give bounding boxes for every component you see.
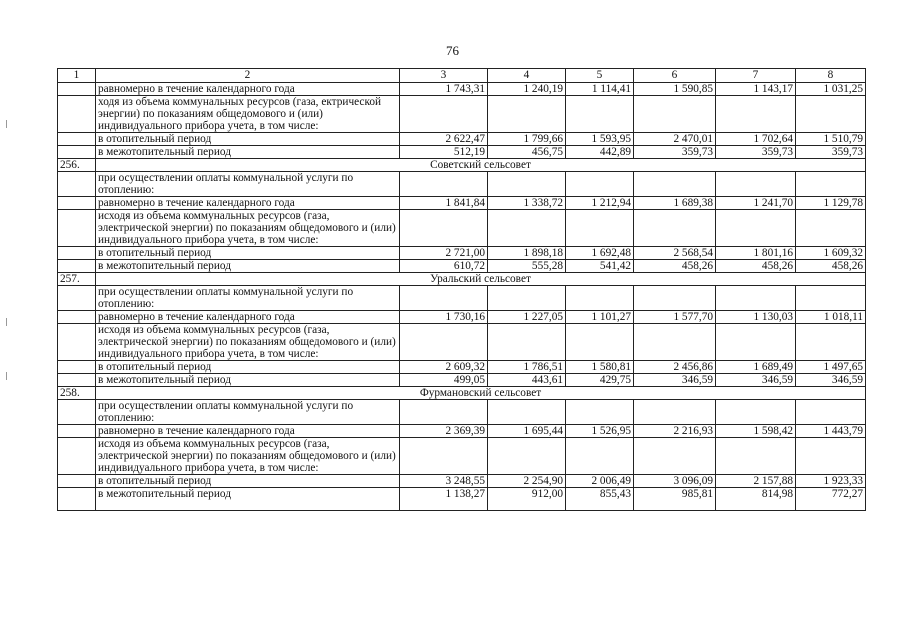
value-cell — [400, 96, 488, 133]
table-row — [58, 488, 866, 511]
table-row — [58, 311, 866, 324]
value-cell: 1 240,19 — [488, 83, 566, 96]
value-cell: 1 609,32 — [796, 247, 866, 260]
value-cell — [488, 400, 566, 425]
value-cell: 2 456,86 — [634, 361, 716, 374]
value-cell: 2 721,00 — [400, 247, 488, 260]
value-cell: 855,43 — [566, 488, 634, 511]
value-cell: 346,59 — [796, 374, 866, 387]
value-cell: 1 786,51 — [488, 361, 566, 374]
value-cell: 2 470,01 — [634, 133, 716, 146]
row-number-cell — [58, 197, 96, 210]
value-cell: 772,27 — [796, 488, 866, 511]
value-cell — [566, 400, 634, 425]
table-row — [58, 475, 866, 488]
row-number-cell — [58, 400, 96, 425]
value-cell: 1 018,11 — [796, 311, 866, 324]
value-cell — [566, 210, 634, 247]
scan-mark — [6, 372, 7, 380]
row-number-cell — [58, 311, 96, 324]
column-header: 6 — [634, 69, 716, 83]
value-cell: 1 338,72 — [488, 197, 566, 210]
value-cell — [796, 438, 866, 475]
row-number-cell — [58, 133, 96, 146]
text-row — [58, 172, 866, 197]
value-cell: 1 497,65 — [796, 361, 866, 374]
value-cell: 1 526,95 — [566, 425, 634, 438]
value-cell — [488, 96, 566, 133]
row-description: при осуществлении оплаты коммунальной услуги по отоплению: — [96, 286, 400, 311]
section-title: Уральский сельсовет — [96, 273, 866, 286]
value-cell: 1 510,79 — [796, 133, 866, 146]
value-cell: 1 227,05 — [488, 311, 566, 324]
row-number-cell — [58, 260, 96, 273]
table-row — [58, 83, 866, 96]
row-number-cell — [58, 361, 96, 374]
value-cell: 1 031,25 — [796, 83, 866, 96]
value-cell: 458,26 — [796, 260, 866, 273]
value-cell: 443,61 — [488, 374, 566, 387]
value-cell: 1 241,70 — [716, 197, 796, 210]
section-row — [58, 273, 866, 286]
text-row — [58, 400, 866, 425]
value-cell — [796, 324, 866, 361]
page-number: 76 — [446, 43, 459, 58]
value-cell — [796, 210, 866, 247]
row-description: ходя из объема коммунальных ресурсов (газа, ектрической энергии) по показаниям общедомового и (или) индивидуального прибора учета, в том числе: — [96, 96, 400, 133]
value-cell — [488, 286, 566, 311]
value-cell: 429,75 — [566, 374, 634, 387]
row-description: исходя из объема коммунальных ресурсов (газа, электрической энергии) по показаниям общедомового и (или) индивидуального прибора учета, в том числе: — [96, 210, 400, 247]
value-cell — [634, 400, 716, 425]
column-header: 4 — [488, 69, 566, 83]
value-cell: 1 923,33 — [796, 475, 866, 488]
row-description: в межотопительный период — [96, 488, 400, 511]
value-cell — [796, 400, 866, 425]
value-cell — [488, 438, 566, 475]
value-cell — [488, 210, 566, 247]
text-row — [58, 96, 866, 133]
row-description: при осуществлении оплаты коммунальной услуги по отоплению: — [96, 400, 400, 425]
value-cell — [716, 400, 796, 425]
text-row — [58, 438, 866, 475]
row-number-cell — [58, 83, 96, 96]
row-number-cell — [58, 475, 96, 488]
value-cell — [716, 96, 796, 133]
value-cell: 1 689,38 — [634, 197, 716, 210]
value-cell — [716, 324, 796, 361]
value-cell: 1 743,31 — [400, 83, 488, 96]
row-description: в межотопительный период — [96, 146, 400, 159]
row-number-cell — [58, 324, 96, 361]
value-cell: 2 254,90 — [488, 475, 566, 488]
value-cell — [716, 172, 796, 197]
row-description: в отопительный период — [96, 361, 400, 374]
tariff-table — [57, 68, 866, 511]
value-cell — [400, 286, 488, 311]
table-row — [58, 425, 866, 438]
value-cell: 610,72 — [400, 260, 488, 273]
value-cell: 1 898,18 — [488, 247, 566, 260]
value-cell: 814,98 — [716, 488, 796, 511]
value-cell: 359,73 — [796, 146, 866, 159]
row-description: исходя из объема коммунальных ресурсов (газа, электрической энергии) по показаниям общедомового и (или) индивидуального прибора учета, в том числе: — [96, 324, 400, 361]
value-cell — [400, 210, 488, 247]
value-cell — [716, 438, 796, 475]
value-cell: 2 006,49 — [566, 475, 634, 488]
value-cell: 1 443,79 — [796, 425, 866, 438]
value-cell: 2 216,93 — [634, 425, 716, 438]
table-row — [58, 361, 866, 374]
value-cell: 3 096,09 — [634, 475, 716, 488]
row-number-cell — [58, 286, 96, 311]
row-number-cell — [58, 210, 96, 247]
section-number: 258. — [58, 387, 96, 400]
value-cell: 1 212,94 — [566, 197, 634, 210]
value-cell — [400, 438, 488, 475]
value-cell — [566, 286, 634, 311]
row-description: равномерно в течение календарного года — [96, 197, 400, 210]
section-number: 256. — [58, 159, 96, 172]
row-description: в отопительный период — [96, 133, 400, 146]
column-header: 8 — [796, 69, 866, 83]
value-cell — [634, 324, 716, 361]
row-description: равномерно в течение календарного года — [96, 425, 400, 438]
table-row — [58, 197, 866, 210]
value-cell: 456,75 — [488, 146, 566, 159]
value-cell: 2 622,47 — [400, 133, 488, 146]
value-cell: 442,89 — [566, 146, 634, 159]
row-description: равномерно в течение календарного года — [96, 83, 400, 96]
table-row — [58, 260, 866, 273]
scan-mark — [6, 318, 7, 326]
value-cell — [488, 172, 566, 197]
section-row — [58, 387, 866, 400]
value-cell: 1 114,41 — [566, 83, 634, 96]
row-number-cell — [58, 247, 96, 260]
value-cell: 512,19 — [400, 146, 488, 159]
value-cell: 2 369,39 — [400, 425, 488, 438]
table-row — [58, 146, 866, 159]
row-description: в межотопительный период — [96, 374, 400, 387]
row-number-cell — [58, 374, 96, 387]
row-description: в межотопительный период — [96, 260, 400, 273]
row-description: равномерно в течение календарного года — [96, 311, 400, 324]
value-cell — [796, 286, 866, 311]
value-cell — [634, 210, 716, 247]
row-number-cell — [58, 172, 96, 197]
text-row — [58, 210, 866, 247]
value-cell — [566, 96, 634, 133]
table-row — [58, 133, 866, 146]
row-number-cell — [58, 488, 96, 511]
value-cell: 1 101,27 — [566, 311, 634, 324]
value-cell — [716, 210, 796, 247]
value-cell: 912,00 — [488, 488, 566, 511]
value-cell: 499,05 — [400, 374, 488, 387]
value-cell — [400, 172, 488, 197]
value-cell: 346,59 — [716, 374, 796, 387]
value-cell: 3 248,55 — [400, 475, 488, 488]
value-cell: 985,81 — [634, 488, 716, 511]
value-cell: 2 609,32 — [400, 361, 488, 374]
row-number-cell — [58, 96, 96, 133]
value-cell — [566, 438, 634, 475]
value-cell: 1 577,70 — [634, 311, 716, 324]
value-cell: 346,59 — [634, 374, 716, 387]
value-cell: 1 138,27 — [400, 488, 488, 511]
value-cell: 1 801,16 — [716, 247, 796, 260]
table-row — [58, 247, 866, 260]
row-description: в отопительный период — [96, 247, 400, 260]
column-header: 3 — [400, 69, 488, 83]
section-title: Фурмановский сельсовет — [96, 387, 866, 400]
value-cell: 1 692,48 — [566, 247, 634, 260]
value-cell: 2 568,54 — [634, 247, 716, 260]
column-header: 7 — [716, 69, 796, 83]
value-cell: 1 841,84 — [400, 197, 488, 210]
value-cell: 359,73 — [634, 146, 716, 159]
scan-mark — [6, 120, 7, 128]
value-cell: 1 143,17 — [716, 83, 796, 96]
text-row — [58, 324, 866, 361]
value-cell: 1 689,49 — [716, 361, 796, 374]
column-header: 1 — [58, 69, 96, 83]
row-description: при осуществлении оплаты коммунальной услуги по отоплению: — [96, 172, 400, 197]
row-description: исходя из объема коммунальных ресурсов (газа, электрической энергии) по показаниям общедомового и (или) индивидуального прибора учета, в том числе: — [96, 438, 400, 475]
value-cell: 1 799,66 — [488, 133, 566, 146]
row-number-cell — [58, 425, 96, 438]
column-header: 2 — [96, 69, 400, 83]
table-row — [58, 374, 866, 387]
value-cell: 1 695,44 — [488, 425, 566, 438]
value-cell: 1 580,81 — [566, 361, 634, 374]
value-cell: 359,73 — [716, 146, 796, 159]
value-cell: 1 129,78 — [796, 197, 866, 210]
value-cell: 2 157,88 — [716, 475, 796, 488]
column-header: 5 — [566, 69, 634, 83]
row-description: в отопительный период — [96, 475, 400, 488]
value-cell — [566, 172, 634, 197]
value-cell: 458,26 — [716, 260, 796, 273]
value-cell — [634, 96, 716, 133]
value-cell: 1 702,64 — [716, 133, 796, 146]
section-title: Советский сельсовет — [96, 159, 866, 172]
value-cell — [400, 400, 488, 425]
row-number-cell — [58, 146, 96, 159]
value-cell: 458,26 — [634, 260, 716, 273]
value-cell — [634, 438, 716, 475]
value-cell — [634, 172, 716, 197]
table-header-row — [58, 69, 866, 83]
section-row — [58, 159, 866, 172]
section-number: 257. — [58, 273, 96, 286]
row-number-cell — [58, 438, 96, 475]
value-cell: 1 730,16 — [400, 311, 488, 324]
value-cell: 541,42 — [566, 260, 634, 273]
value-cell: 1 593,95 — [566, 133, 634, 146]
value-cell — [566, 324, 634, 361]
value-cell — [716, 286, 796, 311]
value-cell: 1 130,03 — [716, 311, 796, 324]
value-cell: 1 590,85 — [634, 83, 716, 96]
table-body — [58, 69, 866, 511]
value-cell — [796, 172, 866, 197]
value-cell — [400, 324, 488, 361]
value-cell: 1 598,42 — [716, 425, 796, 438]
value-cell — [796, 96, 866, 133]
value-cell — [488, 324, 566, 361]
value-cell — [634, 286, 716, 311]
text-row — [58, 286, 866, 311]
value-cell: 555,28 — [488, 260, 566, 273]
